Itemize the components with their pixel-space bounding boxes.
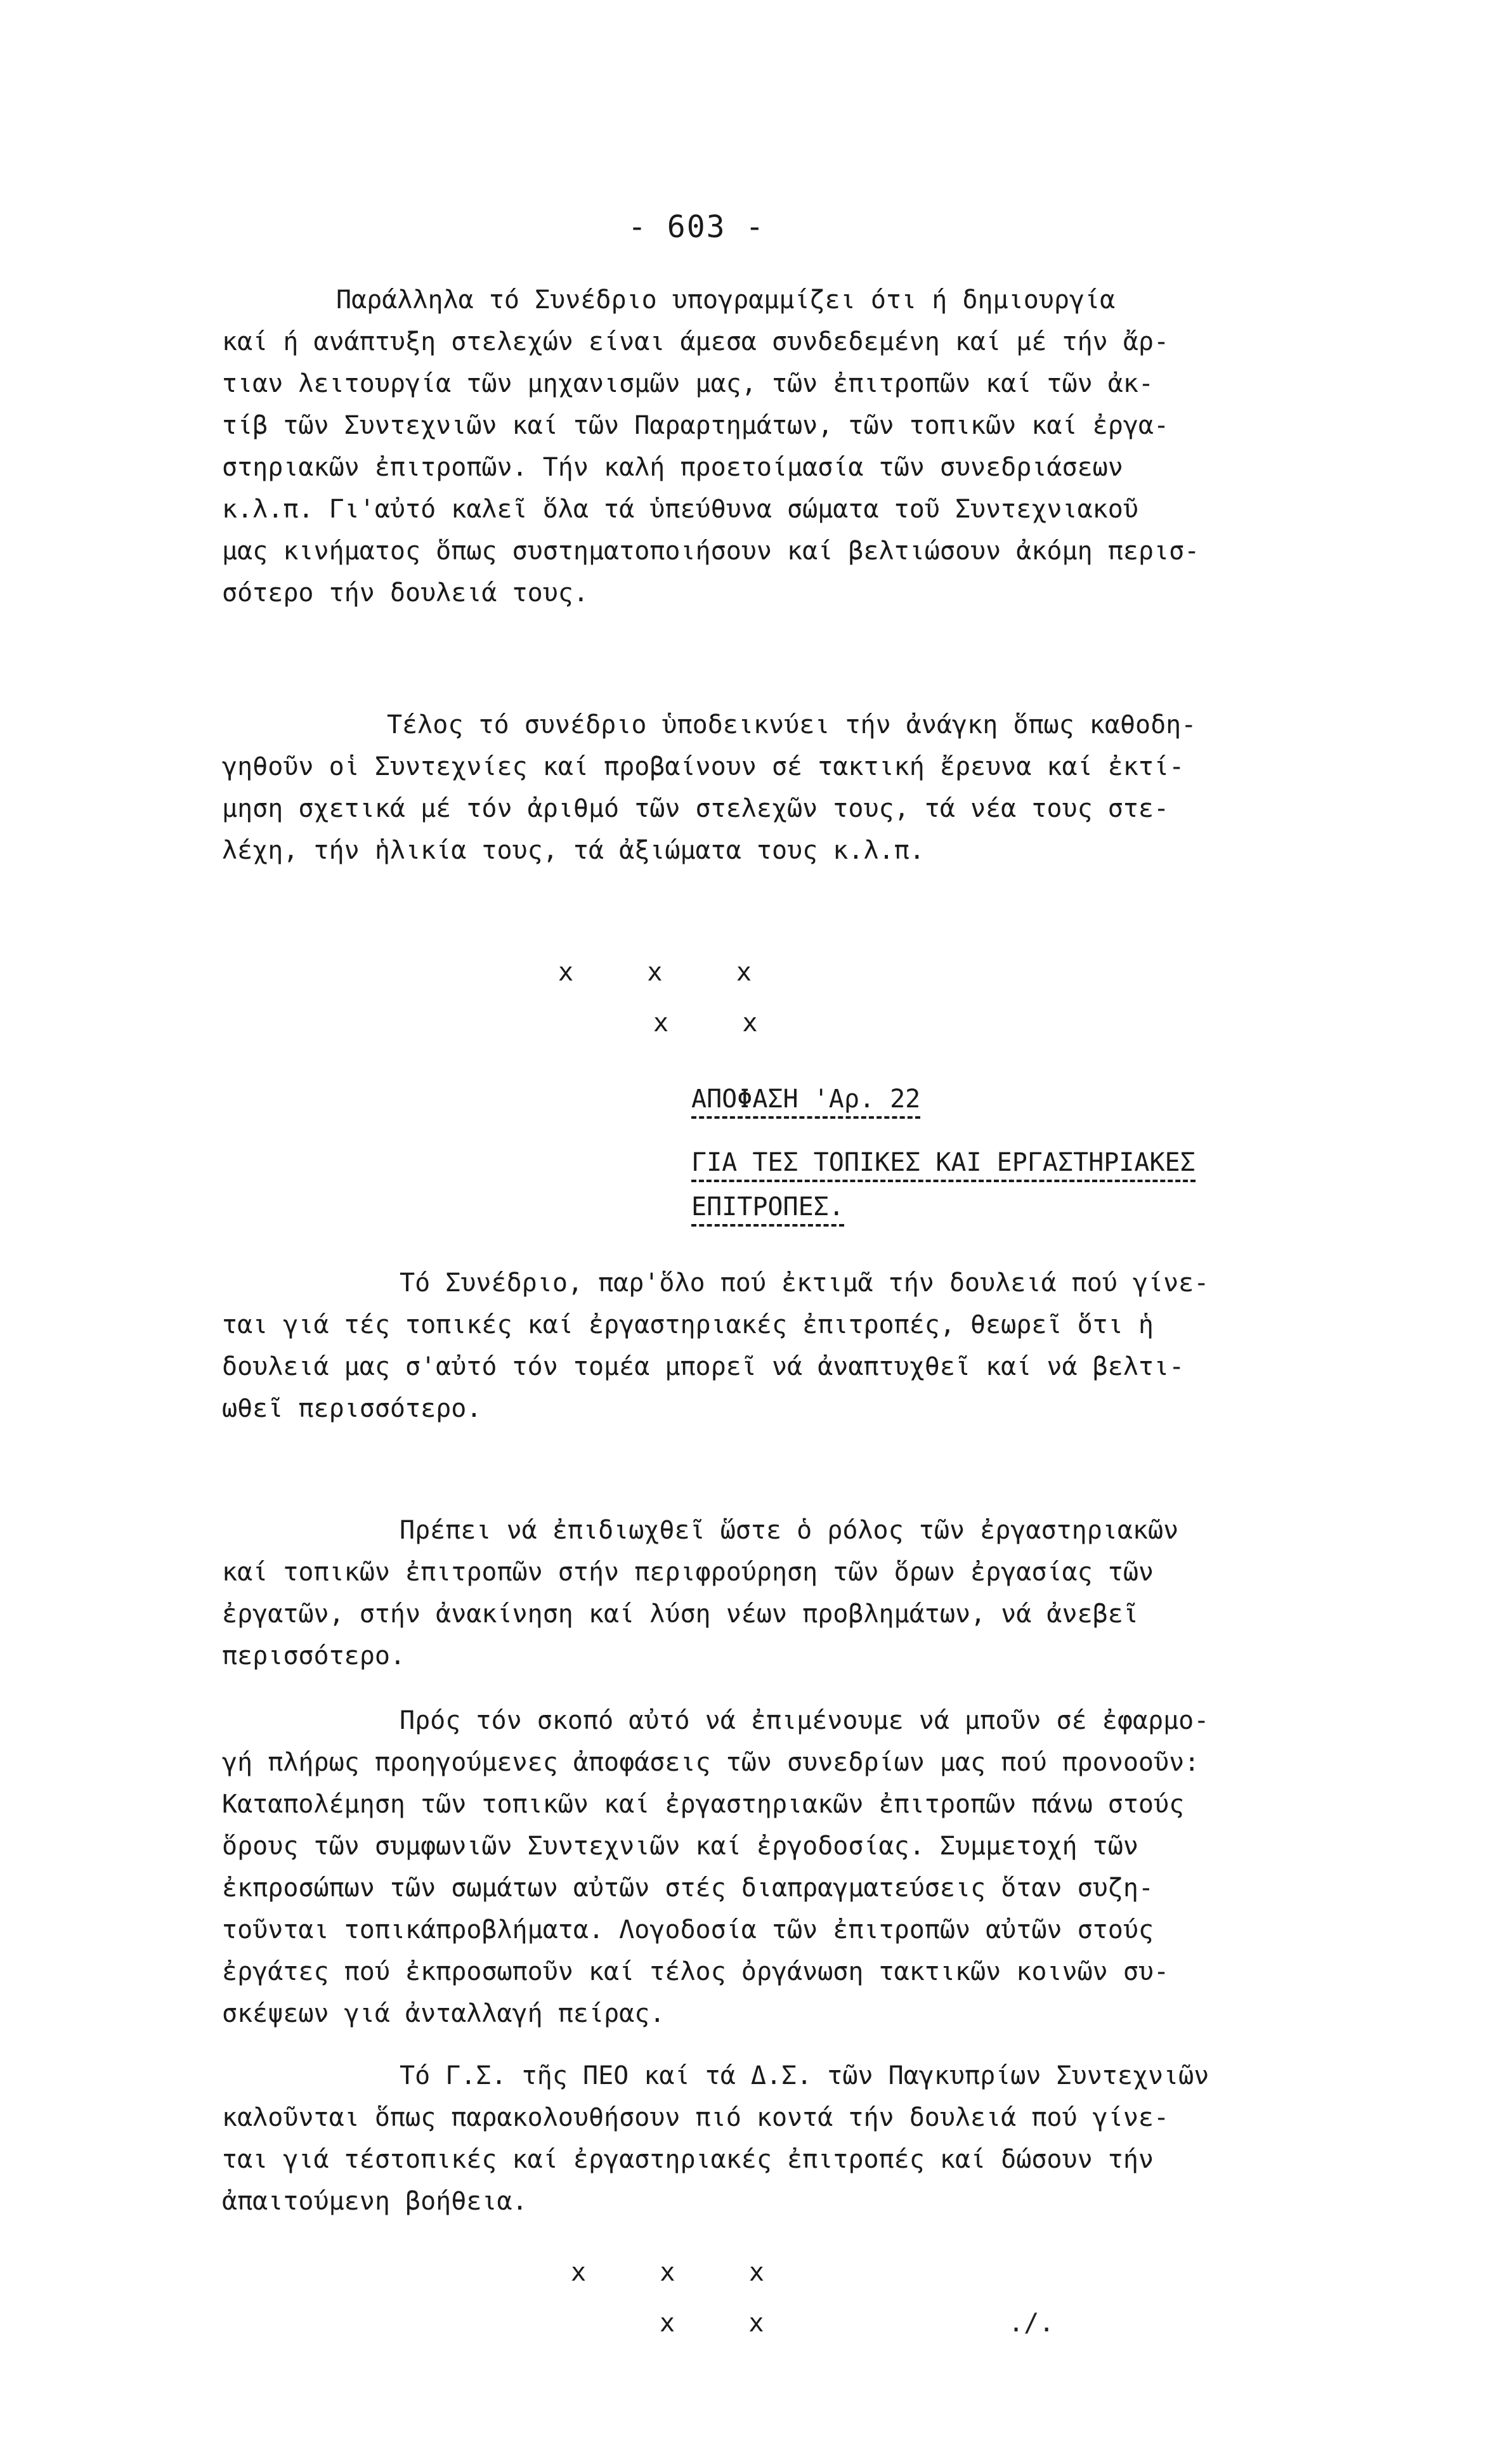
text-line: Τέλος τό συνέδριο ὑποδεικνύει τήν ἀνάγκη ὅπως καθοδη- <box>387 710 1197 739</box>
text-line: ἐκπροσώπων τῶν σωμάτων αὐτῶν στές διαπραγματεύσεις ὅταν συζη- <box>222 1873 1154 1903</box>
text-line: μας κινήματος ὅπως συστηματοποιήσουν καί βελτιώσουν ἀκόμη περισ- <box>222 537 1200 566</box>
decision-subtitle: ΓΙΑ ΤΕΣ ΤΟΠΙΚΕΣ ΚΑΙ ΕΡΓΑΣΤΗΡΙΑΚΕΣ <box>691 1148 1196 1177</box>
text-line: σκέψεων γιά ἀνταλλαγή πείρας. <box>222 1999 665 2028</box>
separator-marks-row: x x <box>660 2309 767 2338</box>
text-line: καί ή ανάπτυξη στελεχών είναι άμεσα συνδεδεμένη καί μέ τήν ἄρ- <box>222 327 1170 356</box>
end-mark: ./. <box>1008 2309 1055 2338</box>
text-line: ἐργάτες πού ἐκπροσωποῦν καί τέλος ὀργάνωση τακτικῶν κοινῶν συ- <box>222 1957 1170 1986</box>
text-line: Πρέπει νά ἐπιδιωχθεῖ ὥστε ὁ ρόλος τῶν ἐργαστηριακῶν <box>400 1516 1179 1545</box>
paragraph-top-2 <box>222 704 1326 871</box>
separator-marks-row: x x <box>653 1008 760 1038</box>
text-line: κ.λ.π. Γι'αὐτό καλεῖ ὅλα τά ὑπεύθυνα σώματα τοῦ Συντεχνιακοῦ <box>222 495 1138 524</box>
text-line: τίβ τῶν Συντεχνιῶν καί τῶν Παραρτημάτων, τῶν τοπικῶν καί ἐργα- <box>222 411 1170 440</box>
text-line: τιαν λειτουργία τῶν μηχανισμῶν μας, τῶν ἐπιτροπῶν καί τῶν ἀκ- <box>222 369 1154 398</box>
separator-marks-row: x x x <box>571 2258 767 2287</box>
text-line: Τό Γ.Σ. τῆς ΠΕΟ καί τά Δ.Σ. τῶν Παγκυπρίων Συντεχνιῶν <box>400 2061 1209 2090</box>
text-line: Τό Συνέδριο, παρ'ὅλο πού ἐκτιμᾶ τήν δουλειά πού γίνε- <box>400 1268 1209 1298</box>
separator-marks-row: x x x <box>558 958 754 987</box>
text-line: τοῦνται τοπικάπροβλήματα. Λογοδοσία τῶν ἐπιτροπῶν αὐτῶν στούς <box>222 1915 1154 1945</box>
text-line: ἀπαιτούμενη βοήθεια. <box>222 2187 528 2216</box>
text-line: ὅρους τῶν συμφωνιῶν Συντεχνιῶν καί ἐργοδοσίας. Συμμετοχή τῶν <box>222 1832 1138 1861</box>
text-line: λέχη, τήν ἡλικία τους, τά ἀξιώματα τους κ.λ.π. <box>222 836 925 865</box>
text-line: ται γιά τέστοπικές καί ἐργαστηριακές ἐπιτροπές καί δώσουν τήν <box>222 2145 1154 2174</box>
text-line: γή πλήρως προηγούμενες ἀποφάσεις τῶν συνεδρίων μας πού προνοοῦν: <box>222 1748 1200 1777</box>
paragraph-bottom-2 <box>222 1509 1326 1677</box>
text-line: καλοῦνται ὅπως παρακολουθήσουν πιό κοντά τήν δουλειά πού γίνε- <box>222 2103 1170 2132</box>
text-line: δουλειά μας σ'αὐτό τόν τομέα μπορεῖ νά ἀναπτυχθεῖ καί νά βελτι- <box>222 1352 1185 1381</box>
text-line: γηθοῦν οἱ Συντεχνίες καί προβαίνουν σέ τακτική ἔρευνα καί ἐκτί- <box>222 752 1185 781</box>
text-line: ωθεῖ περισσότερο. <box>222 1394 482 1423</box>
paragraph-bottom-1 <box>222 1262 1326 1430</box>
text-line: ται γιά τές τοπικές καί ἐργαστηριακές ἐπιτροπές, θεωρεῖ ὅτι ἡ <box>222 1310 1154 1339</box>
paragraph-bottom-3 <box>222 1700 1326 2035</box>
page-number: - 603 - <box>628 209 766 245</box>
decision-title: ΑΠΟΦΑΣΗ 'Αρ. 22 <box>691 1085 920 1114</box>
text-line: Καταπολέμηση τῶν τοπικῶν καί ἐργαστηριακῶν ἐπιτροπῶν πάνω στούς <box>222 1790 1185 1819</box>
text-line: στηριακῶν ἐπιτροπῶν. Τήν καλή προετοίμασία τῶν συνεδριάσεων <box>222 453 1123 482</box>
text-line: Πρός τόν σκοπό αὐτό νά ἐπιμένουμε νά μποῦν σέ ἐφαρμο- <box>400 1706 1209 1735</box>
text-line: ἐργατῶν, στήν ἀνακίνηση καί λύση νέων προβλημάτων, νά ἀνεβεῖ <box>222 1599 1138 1629</box>
decision-subtitle-continued: ΕΠΙΤΡΟΠΕΣ. <box>691 1192 844 1222</box>
text-line: μηση σχετικά μέ τόν ἀριθμό τῶν στελεχῶν τους, τά νέα τους στε- <box>222 794 1170 823</box>
text-line: σότερο τήν δουλειά τους. <box>222 578 589 608</box>
paragraph-top-1 <box>222 279 1326 614</box>
text-line: περισσότερο. <box>222 1641 405 1671</box>
paragraph-bottom-4 <box>222 2055 1326 2222</box>
text-line: καί τοπικῶν ἐπιτροπῶν στήν περιφρούρηση τῶν ὅρων ἐργασίας τῶν <box>222 1558 1154 1587</box>
text-line: Παράλληλα τό Συνέδριο υπογραμμίζει ότι ή δημιουργία <box>336 285 1116 315</box>
